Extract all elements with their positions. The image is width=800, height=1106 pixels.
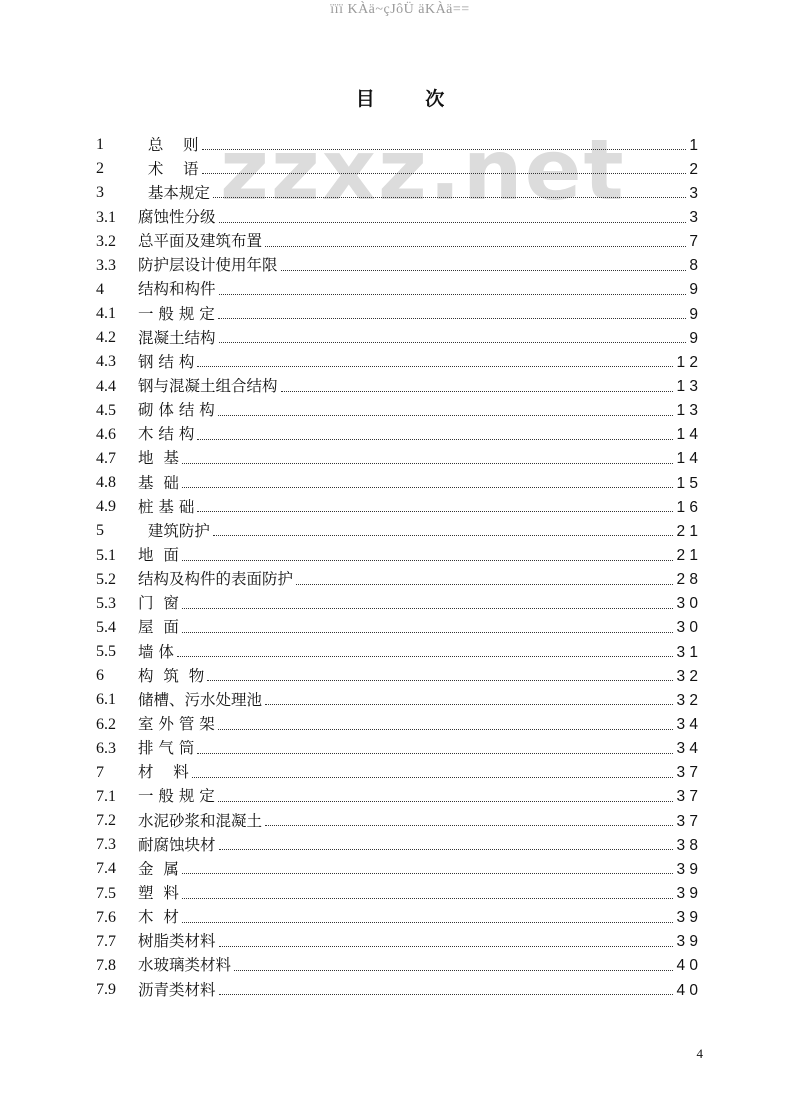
- toc-entry-title: 砌 体 结 构: [138, 401, 215, 420]
- toc-entry-number: 6.1: [96, 691, 116, 709]
- toc-entry-page: 2: [689, 160, 698, 178]
- toc-entry-title: 基 础: [138, 473, 179, 492]
- toc-entry-number: 2: [96, 160, 104, 178]
- toc-dot-leader: [197, 435, 673, 440]
- toc-entry-title: 术 语: [138, 159, 199, 178]
- toc-entry-title: 木 材: [138, 908, 179, 927]
- watermark: zzxz.net: [220, 121, 626, 219]
- toc-entry[interactable]: [96, 419, 698, 443]
- toc-entry[interactable]: [96, 588, 698, 612]
- toc-entry-number: 5.3: [96, 594, 116, 612]
- toc-entry-number: 6.3: [96, 739, 116, 757]
- toc-entry-number: 4.1: [96, 305, 116, 323]
- table-of-contents: [96, 121, 698, 999]
- toc-entry[interactable]: [96, 636, 698, 660]
- page-title: 目 次: [355, 88, 467, 110]
- toc-entry[interactable]: [96, 467, 698, 491]
- toc-entry-page: 3 2: [676, 691, 698, 709]
- toc-entry[interactable]: [96, 877, 698, 901]
- toc-entry[interactable]: [96, 153, 698, 177]
- toc-dot-leader: [219, 290, 687, 295]
- toc-entry[interactable]: [96, 829, 698, 853]
- toc-entry-number: 4.2: [96, 329, 116, 347]
- toc-entry[interactable]: [96, 491, 698, 515]
- toc-dot-leader: [202, 145, 687, 150]
- toc-dot-leader: [182, 459, 674, 464]
- toc-entry-number: 6: [96, 667, 104, 685]
- toc-dot-leader: [265, 700, 673, 705]
- toc-entry-page: 7: [689, 233, 698, 251]
- toc-entry-title: 建筑防护: [138, 521, 210, 540]
- toc-entry-page: 3 0: [676, 619, 698, 637]
- toc-entry[interactable]: [96, 902, 698, 926]
- toc-entry-number: 3.3: [96, 256, 116, 274]
- toc-entry-page: 9: [689, 281, 698, 299]
- toc-entry-page: 3 9: [676, 933, 698, 951]
- toc-entry-title: 水泥砂浆和混凝土: [138, 811, 263, 830]
- toc-entry-number: 7.1: [96, 787, 116, 805]
- toc-entry-page: 1: [689, 136, 698, 154]
- toc-dot-leader: [213, 531, 674, 536]
- toc-entry-number: 3.2: [96, 232, 116, 250]
- toc-entry[interactable]: [96, 781, 698, 805]
- toc-entry[interactable]: [96, 757, 698, 781]
- toc-entry-title: 桩 基 础: [138, 497, 195, 516]
- toc-dot-leader: [219, 338, 687, 343]
- toc-entry-page: 3 9: [676, 909, 698, 927]
- toc-entry-title: 排 气 筒: [138, 739, 195, 758]
- toc-entry-number: 7.8: [96, 956, 116, 974]
- toc-dot-leader: [197, 507, 673, 512]
- toc-entry-number: 4: [96, 280, 104, 298]
- toc-entry-page: 3 4: [676, 740, 698, 758]
- toc-entry-page: 9: [689, 329, 698, 347]
- toc-dot-leader: [177, 652, 674, 657]
- toc-entry[interactable]: [96, 974, 698, 998]
- toc-entry-number: 7.6: [96, 908, 116, 926]
- toc-entry-title: 耐腐蚀块材: [138, 835, 216, 854]
- toc-dot-leader: [219, 845, 674, 850]
- toc-entry-page: 1 2: [676, 353, 698, 371]
- toc-entry[interactable]: [96, 370, 698, 394]
- toc-entry-title: 屋 面: [138, 618, 179, 637]
- toc-entry-page: 3 1: [676, 643, 698, 661]
- page-number: 4: [696, 1046, 703, 1061]
- toc-entry-page: 4 0: [676, 981, 698, 999]
- toc-entry[interactable]: [96, 805, 698, 829]
- toc-entry-number: 5.2: [96, 570, 116, 588]
- toc-entry[interactable]: [96, 950, 698, 974]
- toc-entry[interactable]: [96, 201, 698, 225]
- toc-dot-leader: [218, 725, 674, 730]
- toc-dot-leader: [197, 362, 673, 367]
- toc-entry-number: 7.7: [96, 932, 116, 950]
- toc-entry[interactable]: [96, 684, 698, 708]
- toc-dot-leader: [202, 169, 687, 174]
- toc-entry-page: 3 4: [676, 716, 698, 734]
- toc-entry-number: 5.1: [96, 546, 116, 564]
- toc-entry-page: 1 3: [676, 402, 698, 420]
- toc-entry-number: 4.7: [96, 449, 116, 467]
- toc-dot-leader: [281, 387, 674, 392]
- toc-entry[interactable]: [96, 250, 698, 274]
- toc-entry-title: 地 基: [138, 449, 179, 468]
- toc-entry-title: 结构和构件: [138, 280, 216, 299]
- toc-entry[interactable]: [96, 926, 698, 950]
- toc-dot-leader: [281, 266, 687, 271]
- toc-entry-page: 3 9: [676, 860, 698, 878]
- toc-entry-title: 腐蚀性分级: [138, 208, 216, 227]
- toc-entry-page: 3: [689, 209, 698, 227]
- toc-entry-number: 5.5: [96, 643, 116, 661]
- toc-entry-number: 4.8: [96, 474, 116, 492]
- toc-dot-leader: [218, 314, 687, 319]
- toc-entry[interactable]: [96, 443, 698, 467]
- toc-dot-leader: [218, 411, 674, 416]
- toc-entry-page: 1 3: [676, 378, 698, 396]
- toc-entry[interactable]: [96, 274, 698, 298]
- toc-entry[interactable]: [96, 515, 698, 539]
- toc-entry-number: 3: [96, 184, 104, 202]
- toc-entry-title: 混凝土结构: [138, 328, 216, 347]
- toc-entry-page: 1 4: [676, 450, 698, 468]
- toc-entry-title: 基本规定: [138, 183, 210, 202]
- toc-dot-leader: [182, 483, 674, 488]
- toc-dot-leader: [182, 604, 674, 609]
- toc-entry-page: 3 7: [676, 764, 698, 782]
- toc-entry[interactable]: [96, 733, 698, 757]
- toc-entry[interactable]: [96, 177, 698, 201]
- toc-entry[interactable]: [96, 708, 698, 732]
- toc-entry-number: 4.3: [96, 353, 116, 371]
- toc-dot-leader: [192, 773, 674, 778]
- toc-entry[interactable]: [96, 853, 698, 877]
- toc-dot-leader: [182, 628, 674, 633]
- toc-entry-title: 木 结 构: [138, 425, 195, 444]
- toc-dot-leader: [207, 676, 673, 681]
- toc-entry-title: 一 般 规 定: [138, 787, 215, 806]
- toc-entry-page: 3 7: [676, 812, 698, 830]
- toc-entry-number: 5: [96, 522, 104, 540]
- toc-entry-page: 3 9: [676, 885, 698, 902]
- toc-entry[interactable]: [96, 539, 698, 563]
- toc-entry-number: 6.2: [96, 715, 116, 733]
- toc-entry-page: 9: [689, 305, 698, 323]
- toc-entry-title: 室 外 管 架: [138, 715, 215, 734]
- toc-entry-title: 材 料: [138, 763, 189, 782]
- toc-dot-leader: [213, 193, 687, 198]
- toc-entry-title: 总 则: [138, 135, 199, 154]
- toc-entry-page: 3 0: [676, 595, 698, 613]
- toc-entry-page: 3 7: [676, 788, 698, 806]
- toc-dot-leader: [219, 942, 674, 947]
- toc-entry[interactable]: [96, 346, 698, 370]
- toc-entry-number: 5.4: [96, 618, 116, 636]
- toc-entry-title: 树脂类材料: [138, 932, 216, 951]
- toc-dot-leader: [218, 797, 674, 802]
- toc-entry-page: 1 4: [676, 426, 698, 444]
- toc-entry-title: 钢与混凝土组合结构: [138, 377, 278, 396]
- toc-dot-leader: [219, 218, 687, 223]
- toc-entry-title: 构 筑 物: [138, 666, 205, 685]
- toc-entry-page: 1 5: [676, 474, 698, 492]
- toc-entry-number: 1: [96, 136, 104, 154]
- toc-entry-number: 3.1: [96, 208, 116, 226]
- toc-entry-number: 7: [96, 763, 104, 781]
- toc-dot-leader: [265, 242, 686, 247]
- toc-entry-title: 塑 料: [138, 884, 179, 902]
- toc-entry-number: 7.5: [96, 884, 116, 902]
- toc-dot-leader: [219, 990, 674, 995]
- toc-entry-number: 7.2: [96, 812, 116, 830]
- toc-entry-page: 2 8: [676, 571, 698, 589]
- toc-entry[interactable]: [96, 322, 698, 346]
- toc-entry-title: 钢 结 构: [138, 352, 195, 371]
- toc-entry-page: 3: [689, 184, 698, 202]
- toc-dot-leader: [265, 821, 673, 826]
- toc-dot-leader: [182, 869, 674, 874]
- toc-entry-title: 沥青类材料: [138, 980, 216, 999]
- toc-entry[interactable]: [96, 129, 698, 153]
- toc-entry-title: 一 般 规 定: [138, 304, 215, 323]
- toc-entry-page: 2 1: [676, 547, 698, 565]
- toc-entry-title: 门 窗: [138, 594, 179, 613]
- toc-dot-leader: [182, 556, 674, 561]
- toc-entry[interactable]: [96, 564, 698, 588]
- toc-entry-number: 7.3: [96, 836, 116, 854]
- toc-entry[interactable]: [96, 226, 698, 250]
- toc-entry[interactable]: [96, 612, 698, 636]
- toc-entry-title: 总平面及建筑布置: [138, 232, 263, 251]
- toc-entry-number: 4.4: [96, 377, 116, 395]
- page-header-text: ïïï KÀä~çJôÜ äKÀä==: [330, 2, 470, 17]
- toc-entry-title: 防护层设计使用年限: [138, 256, 278, 275]
- toc-entry-number: 7.9: [96, 981, 116, 999]
- toc-dot-leader: [234, 966, 673, 971]
- toc-entry-title: 墙 体: [138, 642, 174, 661]
- toc-dot-leader: [182, 918, 674, 923]
- toc-dot-leader: [197, 749, 673, 754]
- toc-entry-page: 1 6: [676, 498, 698, 516]
- toc-entry-page: 3 8: [676, 836, 698, 854]
- toc-entry-page: 2 1: [676, 522, 698, 540]
- toc-dot-leader: [296, 580, 673, 585]
- toc-entry-title: 地 面: [138, 546, 179, 565]
- toc-entry-number: 4.5: [96, 401, 116, 419]
- toc-entry-title: 金 属: [138, 859, 179, 878]
- toc-entry-page: 4 0: [676, 957, 698, 975]
- toc-entry-number: 4.9: [96, 498, 116, 516]
- toc-entry-title: 水玻璃类材料: [138, 956, 232, 975]
- toc-entry-page: 3 2: [676, 667, 698, 685]
- toc-entry-page: 8: [689, 257, 698, 275]
- toc-entry-number: 4.6: [96, 425, 116, 443]
- toc-entry[interactable]: [96, 660, 698, 684]
- toc-entry-title: 结构及构件的表面防护: [138, 570, 294, 589]
- toc-dot-leader: [182, 894, 674, 899]
- toc-entry[interactable]: [96, 298, 698, 322]
- toc-entry[interactable]: [96, 395, 698, 419]
- toc-entry-title: 储槽、污水处理池: [138, 690, 263, 709]
- toc-entry-number: 7.4: [96, 860, 116, 878]
